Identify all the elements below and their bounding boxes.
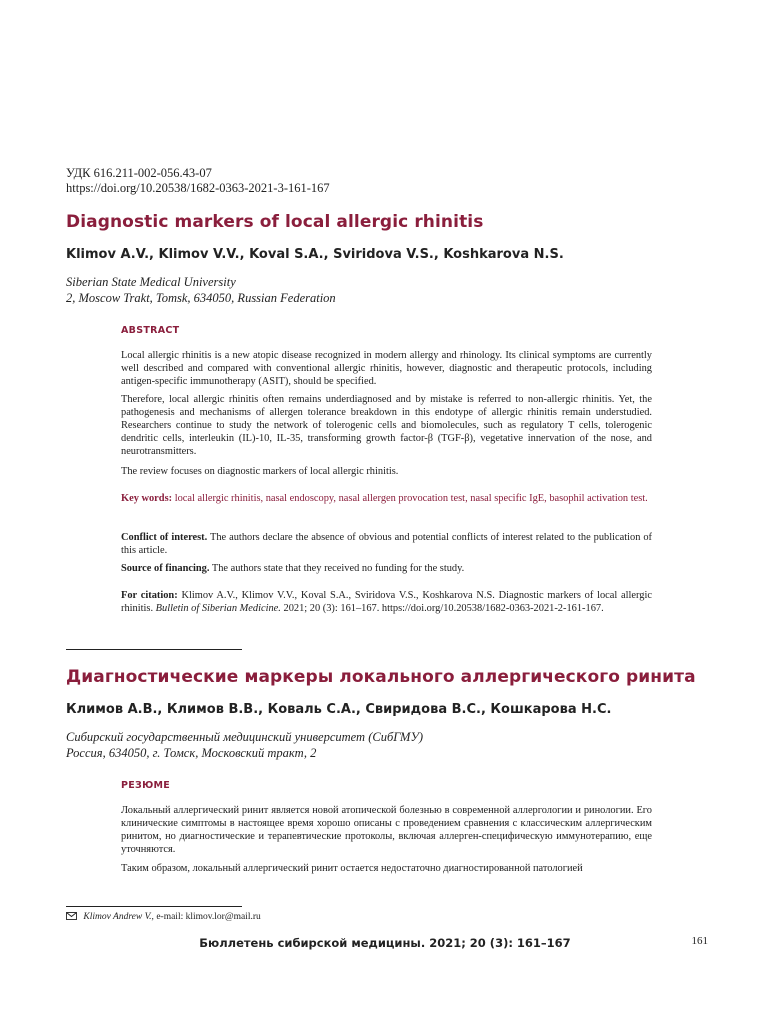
envelope-icon	[66, 912, 77, 923]
journal-footer: Бюллетень сибирской медицины. 2021; 20 (3): 161–167	[199, 936, 571, 950]
affiliation-en-line1: Siberian State Medical University	[66, 275, 236, 289]
citation-text: Klimov A.V., Klimov V.V., Koval S.A., Sviridova V.S., Koshkarova N.S. Diagnostic markers of local allergic rhinitis.	[121, 590, 653, 614]
citation-journal: Bulletin of Siberian Medicine.	[155, 603, 281, 614]
doi-link[interactable]: https://doi.org/10.20538/1682-0363-2021-3-161-167	[66, 181, 330, 195]
financing-text: The authors state that they received no funding for the study.	[211, 563, 465, 574]
citation-block	[121, 589, 652, 615]
abstract-en-paragraph-1: Local allergic rhinitis is a new atopic disease recognized in modern allergy and rhinology. Its clinical symptoms are currently well described and compared with conventional allergic rhinitis, however, diagnostic and therapeutic protocols, including antigen-specific immunotherapy (ASIT), should be specified.	[121, 350, 652, 387]
footnote	[66, 912, 261, 923]
article-title-ru: Диагностические маркеры локального аллергического ринита	[66, 667, 696, 687]
affiliation-ru-line1: Сибирский государственный медицинский университет (СибГМУ)	[66, 730, 424, 744]
footnote-email[interactable]: e-mail: klimov.lor@mail.ru	[156, 912, 261, 922]
abstract-en-paragraph-2: Therefore, local allergic rhinitis often remains underdiagnosed and by mistake is referred to non-allergic rhinitis. Yet, the pathogenesis and mechanisms of allergen tolerance breakdown in this endotype of allergic rhinitis remain understudied. Researchers continue to study the network of tolerogenic cells and biomolecules, such as regulatory T cells, tolerogenic dendritic cells, interleukin (IL)-10, IL-35, transforming growth factor-β (TGF-β), vegetative innervation of the nose, and neurotransmitters.	[121, 394, 652, 457]
conflict-label: Conflict of interest.	[121, 532, 208, 543]
abstract-heading-en: ABSTRACT	[121, 325, 180, 336]
article-title-en: Diagnostic markers of local allergic rhinitis	[66, 212, 484, 232]
abstract-ru-paragraph-1: Локальный аллергический ринит является новой атопической болезнью в современной аллергологии и ринологии. Его клинические симптомы в настоящее время хорошо описаны с проведением сравнения с классическим аллергическим ринитом, но диагностические и терапевтические протоколы, включая аллерген-специфическую иммунотерапию, еще уточняются.	[121, 805, 652, 855]
affiliation-ru-line2: Россия, 634050, г. Томск, Московский тракт, 2	[66, 746, 317, 760]
abstract-ru-paragraph-2: Таким образом, локальный аллергический ринит остается недостаточно диагностированной патологией	[121, 863, 583, 874]
conflict-text: The authors declare the absence of obvious and potential conflicts of interest related to the publication of this article.	[121, 532, 652, 556]
footnote-author: Klimov Andrew V.,	[83, 912, 154, 922]
keywords-block	[121, 492, 652, 505]
section-divider	[66, 649, 242, 650]
financing-label: Source of financing.	[121, 563, 210, 574]
citation-tail: 2021; 20 (3): 161–167. https://doi.org/10.20538/1682-0363-2021-2-161-167.	[283, 603, 604, 614]
source-of-financing	[121, 562, 652, 575]
udk-code: УДК 616.211-002-056.43-07	[66, 166, 212, 180]
footnote-divider	[66, 906, 242, 907]
keywords-list: local allergic rhinitis, nasal endoscopy, nasal allergen provocation test, nasal specific IgE, basophil activation test.	[174, 493, 648, 504]
authors-en: Klimov A.V., Klimov V.V., Koval S.A., Sviridova V.S., Koshkarova N.S.	[66, 247, 564, 262]
citation-label: For citation:	[121, 590, 178, 601]
abstract-heading-ru: РЕЗЮМЕ	[121, 780, 171, 791]
conflict-of-interest	[121, 531, 652, 557]
abstract-en-paragraph-3: The review focuses on diagnostic markers of local allergic rhinitis.	[121, 466, 399, 477]
authors-ru: Климов А.В., Климов В.В., Коваль С.А., Свиридова В.С., Кошкарова Н.С.	[66, 702, 612, 717]
affiliation-en-line2: 2, Moscow Trakt, Tomsk, 634050, Russian Federation	[66, 291, 336, 305]
keywords-label: Key words:	[121, 493, 173, 504]
page-number: 161	[691, 935, 708, 947]
